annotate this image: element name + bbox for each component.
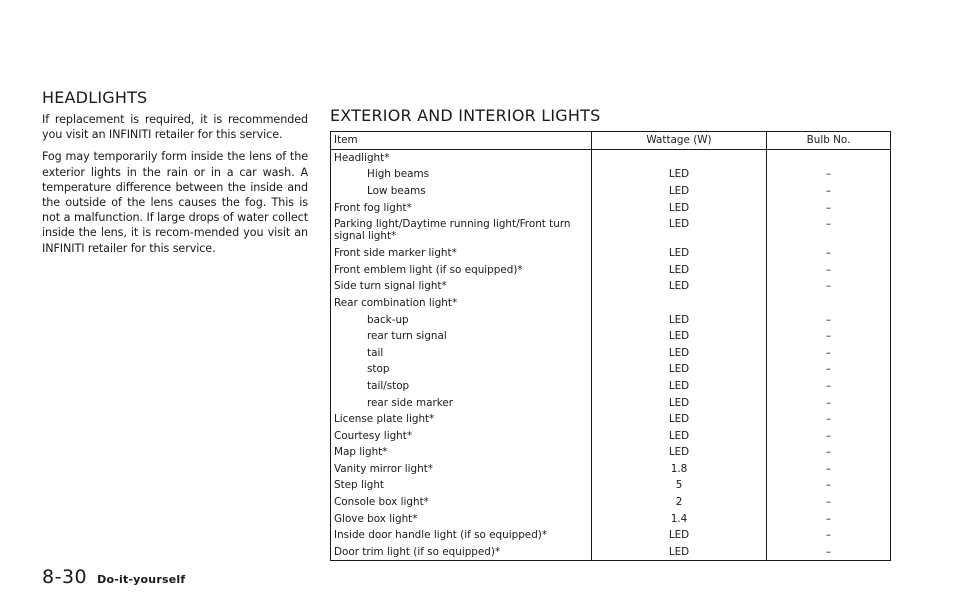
item-cell: Console box light* — [331, 494, 592, 511]
table-row — [331, 378, 891, 395]
wattage-cell: 1.4 — [592, 510, 767, 527]
wattage-cell: LED — [592, 427, 767, 444]
wattage-cell: 5 — [592, 477, 767, 494]
item-cell: Door trim light (if so equipped)* — [331, 544, 592, 561]
table-row — [331, 166, 891, 183]
item-cell: back-up — [331, 311, 592, 328]
bulb-cell: – — [825, 363, 832, 376]
page-footer — [42, 566, 185, 588]
bulb-cell: – — [825, 263, 832, 276]
table-row — [331, 216, 891, 245]
bulb-cell: – — [825, 379, 832, 392]
table-row — [331, 311, 891, 328]
bulb-cell: – — [825, 529, 832, 542]
table-row — [331, 361, 891, 378]
wattage-cell: LED — [592, 199, 767, 216]
table-row — [331, 278, 891, 295]
headlights-paragraph-1: If replacement is required, it is recommended you visit an INFINITI retailer for this service. — [42, 113, 308, 142]
wattage-cell: 1.8 — [592, 461, 767, 478]
item-cell: Front side marker light* — [331, 245, 592, 262]
bulb-cell: – — [825, 201, 832, 214]
bulb-cell: – — [825, 446, 832, 459]
table-row — [331, 328, 891, 345]
wattage-cell: LED — [592, 527, 767, 544]
item-cell: Map light* — [331, 444, 592, 461]
item-cell: Rear combination light* — [331, 295, 592, 312]
item-cell: Vanity mirror light* — [331, 461, 592, 478]
table-row — [331, 199, 891, 216]
wattage-cell: LED — [592, 544, 767, 561]
item-cell: Courtesy light* — [331, 427, 592, 444]
wattage-cell: LED — [592, 183, 767, 200]
wattage-cell: LED — [592, 278, 767, 295]
bulb-cell: – — [825, 512, 832, 525]
bulb-cell: – — [825, 313, 832, 326]
item-cell: License plate light* — [331, 411, 592, 428]
item-cell: Front fog light* — [331, 199, 592, 216]
lights-heading: EXTERIOR AND INTERIOR LIGHTS — [330, 106, 601, 125]
bulb-cell: – — [825, 217, 832, 230]
item-cell: Parking light/Daytime running light/Front turn signal light* — [331, 216, 592, 245]
bulb-cell: – — [825, 496, 832, 509]
table-row — [331, 344, 891, 361]
item-cell: tail/stop — [331, 378, 592, 395]
table-row — [331, 411, 891, 428]
bulb-cell: – — [825, 330, 832, 343]
table-row — [331, 261, 891, 278]
wattage-cell: LED — [592, 166, 767, 183]
table-row — [331, 183, 891, 200]
item-cell: Step light — [331, 477, 592, 494]
table-row — [331, 427, 891, 444]
bulb-cell: – — [825, 479, 832, 492]
item-cell: Headlight* — [331, 150, 592, 167]
item-cell: High beams — [331, 166, 592, 183]
item-cell: Front emblem light (if so equipped)* — [331, 261, 592, 278]
table-row — [331, 544, 891, 561]
wattage-cell — [592, 295, 767, 312]
table-row — [331, 295, 891, 312]
section-label: Do-it-yourself — [97, 573, 186, 586]
bulb-cell: – — [825, 429, 832, 442]
table-row — [331, 461, 891, 478]
bulb-cell: – — [825, 184, 832, 197]
bulb-cell: – — [825, 396, 832, 409]
table-row — [331, 494, 891, 511]
wattage-cell: LED — [592, 261, 767, 278]
wattage-cell: LED — [592, 378, 767, 395]
table-row — [331, 444, 891, 461]
item-cell: tail — [331, 344, 592, 361]
header-bulb-no: Bulb No. — [767, 132, 891, 150]
wattage-cell: LED — [592, 216, 767, 245]
header-item: Item — [331, 132, 592, 150]
header-wattage: Wattage (W) — [592, 132, 767, 150]
headlights-section — [42, 88, 308, 256]
table-header-row — [331, 132, 891, 150]
wattage-cell — [592, 150, 767, 167]
headlights-paragraph-2: Fog may temporarily form inside the lens of the exterior lights in the rain or in a car wash. A temperature difference between the inside and the outside of the lens causes the fog. This is not a malfunction. If large drops of water collect inside the lens, it is recom-mended you visit an INFINITI retailer for this service. — [42, 150, 308, 255]
bulb-cell: – — [825, 545, 832, 558]
item-cell: stop — [331, 361, 592, 378]
table-row — [331, 510, 891, 527]
item-cell: Low beams — [331, 183, 592, 200]
bulb-cell: – — [825, 247, 832, 260]
item-cell: rear side marker — [331, 394, 592, 411]
lights-section — [330, 106, 890, 561]
headlights-heading: HEADLIGHTS — [42, 88, 148, 107]
table-row — [331, 245, 891, 262]
wattage-cell: LED — [592, 328, 767, 345]
bulb-cell: – — [825, 168, 832, 181]
bulb-cell: – — [825, 462, 832, 475]
wattage-cell: LED — [592, 361, 767, 378]
wattage-cell: LED — [592, 344, 767, 361]
bulb-cell: – — [825, 346, 832, 359]
item-cell: Inside door handle light (if so equipped)* — [331, 527, 592, 544]
item-cell: Glove box light* — [331, 510, 592, 527]
table-row — [331, 527, 891, 544]
lights-table — [330, 131, 891, 561]
wattage-cell: LED — [592, 311, 767, 328]
bulb-cell — [767, 150, 891, 167]
bulb-cell: – — [825, 280, 832, 293]
item-cell: Side turn signal light* — [331, 278, 592, 295]
wattage-cell: LED — [592, 394, 767, 411]
page-number: 8-30 — [42, 566, 88, 588]
wattage-cell: 2 — [592, 494, 767, 511]
table-row — [331, 477, 891, 494]
item-cell: rear turn signal — [331, 328, 592, 345]
table-row — [331, 150, 891, 167]
wattage-cell: LED — [592, 444, 767, 461]
wattage-cell: LED — [592, 411, 767, 428]
wattage-cell: LED — [592, 245, 767, 262]
bulb-cell: – — [825, 413, 832, 426]
bulb-cell — [767, 295, 891, 312]
table-row — [331, 394, 891, 411]
